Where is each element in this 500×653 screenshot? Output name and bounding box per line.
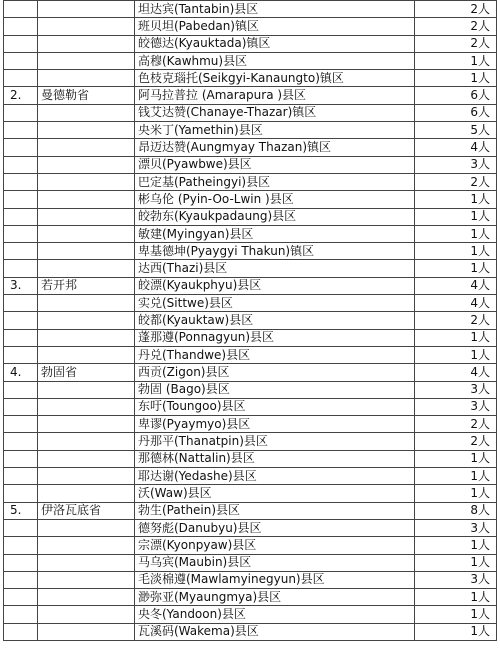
row-number — [4, 433, 38, 450]
district-name: 宗漂(Kyonpyaw)县区 — [135, 537, 415, 554]
district-name: 渺弥亚(Myaungmya)县区 — [135, 589, 415, 606]
table-row — [4, 346, 497, 363]
table-row — [4, 35, 497, 52]
district-name: 昂迈达赞(Aungmyay Thazan)镇区 — [135, 139, 415, 156]
table-row — [4, 329, 497, 346]
person-count: 4人 — [415, 295, 497, 312]
person-count: 3人 — [415, 571, 497, 588]
row-number — [4, 606, 38, 623]
region-name — [38, 156, 135, 173]
district-name: 漂贝(Pyawbwe)县区 — [135, 156, 415, 173]
table-row — [4, 52, 497, 69]
region-name — [38, 295, 135, 312]
region-name — [38, 191, 135, 208]
row-number — [4, 156, 38, 173]
table-row — [4, 295, 497, 312]
region-name — [38, 606, 135, 623]
row-number — [4, 589, 38, 606]
district-name: 丹那平(Thanatpin)县区 — [135, 433, 415, 450]
row-number — [4, 329, 38, 346]
region-name — [38, 104, 135, 121]
row-number — [4, 1, 38, 18]
district-name: 丹兑(Thandwe)县区 — [135, 346, 415, 363]
region-name — [38, 1, 135, 18]
row-number — [4, 139, 38, 156]
row-number: 4. — [4, 364, 38, 381]
table-row — [4, 364, 497, 381]
person-count: 1人 — [415, 52, 497, 69]
row-number — [4, 468, 38, 485]
person-count: 4人 — [415, 139, 497, 156]
person-count: 8人 — [415, 502, 497, 519]
district-name: 达西(Thazi)县区 — [135, 260, 415, 277]
table-body — [4, 1, 497, 641]
district-name: 班贝坦(Pabedan)镇区 — [135, 18, 415, 35]
person-count: 4人 — [415, 277, 497, 294]
table-row — [4, 502, 497, 519]
table-row — [4, 87, 497, 104]
row-number — [4, 173, 38, 190]
region-name — [38, 589, 135, 606]
region-name — [38, 329, 135, 346]
row-number — [4, 312, 38, 329]
table-row — [4, 191, 497, 208]
district-name: 勃固 (Bago)县区 — [135, 381, 415, 398]
region-name — [38, 208, 135, 225]
district-name: 勃生(Pathein)县区 — [135, 502, 415, 519]
table-row — [4, 554, 497, 571]
table-row — [4, 1, 497, 18]
region-name — [38, 468, 135, 485]
table-row — [4, 104, 497, 121]
table-row — [4, 433, 497, 450]
table-row — [4, 208, 497, 225]
row-number — [4, 70, 38, 87]
row-number — [4, 243, 38, 260]
row-number — [4, 35, 38, 52]
district-name: 钱艾达赞(Chanaye-Thazar)镇区 — [135, 104, 415, 121]
region-name — [38, 52, 135, 69]
person-count: 2人 — [415, 173, 497, 190]
table-row — [4, 623, 497, 640]
region-name — [38, 70, 135, 87]
table-row — [4, 312, 497, 329]
person-count: 1人 — [415, 208, 497, 225]
person-count: 1人 — [415, 606, 497, 623]
row-number: 3. — [4, 277, 38, 294]
region-name — [38, 312, 135, 329]
district-name: 德努彪(Danubyu)县区 — [135, 519, 415, 536]
person-count: 2人 — [415, 433, 497, 450]
table-row — [4, 225, 497, 242]
row-number — [4, 346, 38, 363]
row-number — [4, 260, 38, 277]
table-row — [4, 519, 497, 536]
table-row — [4, 468, 497, 485]
person-count: 4人 — [415, 364, 497, 381]
row-number — [4, 485, 38, 502]
region-name: 勃固省 — [38, 364, 135, 381]
district-name: 实兑(Sittwe)县区 — [135, 295, 415, 312]
district-name: 蓬那遵(Ponnagyun)县区 — [135, 329, 415, 346]
person-count: 6人 — [415, 87, 497, 104]
row-number — [4, 208, 38, 225]
region-name — [38, 173, 135, 190]
row-number — [4, 295, 38, 312]
district-name: 沃(Waw)县区 — [135, 485, 415, 502]
region-name — [38, 35, 135, 52]
row-number — [4, 52, 38, 69]
district-name: 央冬(Yandoon)县区 — [135, 606, 415, 623]
table-row — [4, 260, 497, 277]
region-name — [38, 139, 135, 156]
person-count: 1人 — [415, 70, 497, 87]
person-count: 2人 — [415, 35, 497, 52]
district-name: 耶达谢(Yedashe)县区 — [135, 468, 415, 485]
row-number — [4, 398, 38, 415]
row-number — [4, 450, 38, 467]
district-name: 毛淡棉遵(Mawlamyinegyun)县区 — [135, 571, 415, 588]
person-count: 3人 — [415, 519, 497, 536]
table-row — [4, 450, 497, 467]
region-name — [38, 485, 135, 502]
row-number: 5. — [4, 502, 38, 519]
region-name — [38, 18, 135, 35]
region-name — [38, 554, 135, 571]
region-name — [38, 225, 135, 242]
region-name — [38, 416, 135, 433]
row-number — [4, 18, 38, 35]
row-number — [4, 519, 38, 536]
row-number — [4, 554, 38, 571]
person-count: 5人 — [415, 122, 497, 139]
region-name — [38, 381, 135, 398]
row-number: 2. — [4, 87, 38, 104]
district-name: 坦达宾(Tantabin)县区 — [135, 1, 415, 18]
district-name: 那德林(Nattalin)县区 — [135, 450, 415, 467]
region-name: 伊洛瓦底省 — [38, 502, 135, 519]
row-number — [4, 381, 38, 398]
district-name: 马乌宾(Maubin)县区 — [135, 554, 415, 571]
person-count: 1人 — [415, 329, 497, 346]
person-count: 1人 — [415, 346, 497, 363]
district-name: 阿马拉普拉 (Amarapura )县区 — [135, 87, 415, 104]
district-name: 央米丁(Yamethin)县区 — [135, 122, 415, 139]
district-name: 皎都(Kyauktaw)县区 — [135, 312, 415, 329]
region-name — [38, 398, 135, 415]
person-count: 3人 — [415, 398, 497, 415]
person-count: 1人 — [415, 243, 497, 260]
region-name — [38, 243, 135, 260]
region-name: 曼德勒省 — [38, 87, 135, 104]
person-count: 2人 — [415, 1, 497, 18]
row-number — [4, 416, 38, 433]
row-number — [4, 571, 38, 588]
row-number — [4, 122, 38, 139]
person-count: 1人 — [415, 623, 497, 640]
person-count: 1人 — [415, 537, 497, 554]
row-number — [4, 104, 38, 121]
region-name — [38, 623, 135, 640]
district-name: 皎德达(Kyauktada)镇区 — [135, 35, 415, 52]
row-number — [4, 537, 38, 554]
district-count-table — [3, 0, 497, 641]
region-name — [38, 433, 135, 450]
table-row — [4, 381, 497, 398]
row-number — [4, 225, 38, 242]
table-row — [4, 70, 497, 87]
table-row — [4, 18, 497, 35]
table-row — [4, 277, 497, 294]
table-row — [4, 416, 497, 433]
person-count: 1人 — [415, 589, 497, 606]
region-name — [38, 450, 135, 467]
person-count: 1人 — [415, 554, 497, 571]
table-row — [4, 606, 497, 623]
table-row — [4, 156, 497, 173]
district-name: 巴定基(Patheingyi)县区 — [135, 173, 415, 190]
district-name: 东吁(Toungoo)县区 — [135, 398, 415, 415]
person-count: 1人 — [415, 260, 497, 277]
table-row — [4, 139, 497, 156]
table-row — [4, 243, 497, 260]
table-row — [4, 398, 497, 415]
district-name: 瓦溪码(Wakema)县区 — [135, 623, 415, 640]
row-number — [4, 191, 38, 208]
region-name — [38, 571, 135, 588]
region-name — [38, 519, 135, 536]
district-name: 皎勃东(Kyaukpadaung)县区 — [135, 208, 415, 225]
district-name: 彬乌伦 (Pyin-Oo-Lwin )县区 — [135, 191, 415, 208]
region-name — [38, 346, 135, 363]
person-count: 1人 — [415, 191, 497, 208]
district-name: 皎漂(Kyaukphyu)县区 — [135, 277, 415, 294]
district-name: 色枝克瑙托(Seikgyi-Kanaungto)镇区 — [135, 70, 415, 87]
table-row — [4, 485, 497, 502]
district-name: 西贡(Zigon)县区 — [135, 364, 415, 381]
person-count: 1人 — [415, 450, 497, 467]
person-count: 6人 — [415, 104, 497, 121]
district-name: 高穆(Kawhmu)县区 — [135, 52, 415, 69]
row-number — [4, 623, 38, 640]
district-name: 卑谬(Pyaymyo)县区 — [135, 416, 415, 433]
person-count: 1人 — [415, 485, 497, 502]
region-name — [38, 122, 135, 139]
table-row — [4, 537, 497, 554]
district-name: 卑基德坤(Pyaygyi Thakun)镇区 — [135, 243, 415, 260]
district-name: 敏建(Myingyan)县区 — [135, 225, 415, 242]
region-name: 若开邦 — [38, 277, 135, 294]
region-name — [38, 260, 135, 277]
person-count: 1人 — [415, 225, 497, 242]
table-row — [4, 571, 497, 588]
region-name — [38, 537, 135, 554]
table-row — [4, 122, 497, 139]
person-count: 1人 — [415, 468, 497, 485]
person-count: 2人 — [415, 18, 497, 35]
person-count: 2人 — [415, 312, 497, 329]
person-count: 3人 — [415, 381, 497, 398]
table-row — [4, 589, 497, 606]
person-count: 2人 — [415, 416, 497, 433]
table-row — [4, 173, 497, 190]
person-count: 3人 — [415, 156, 497, 173]
